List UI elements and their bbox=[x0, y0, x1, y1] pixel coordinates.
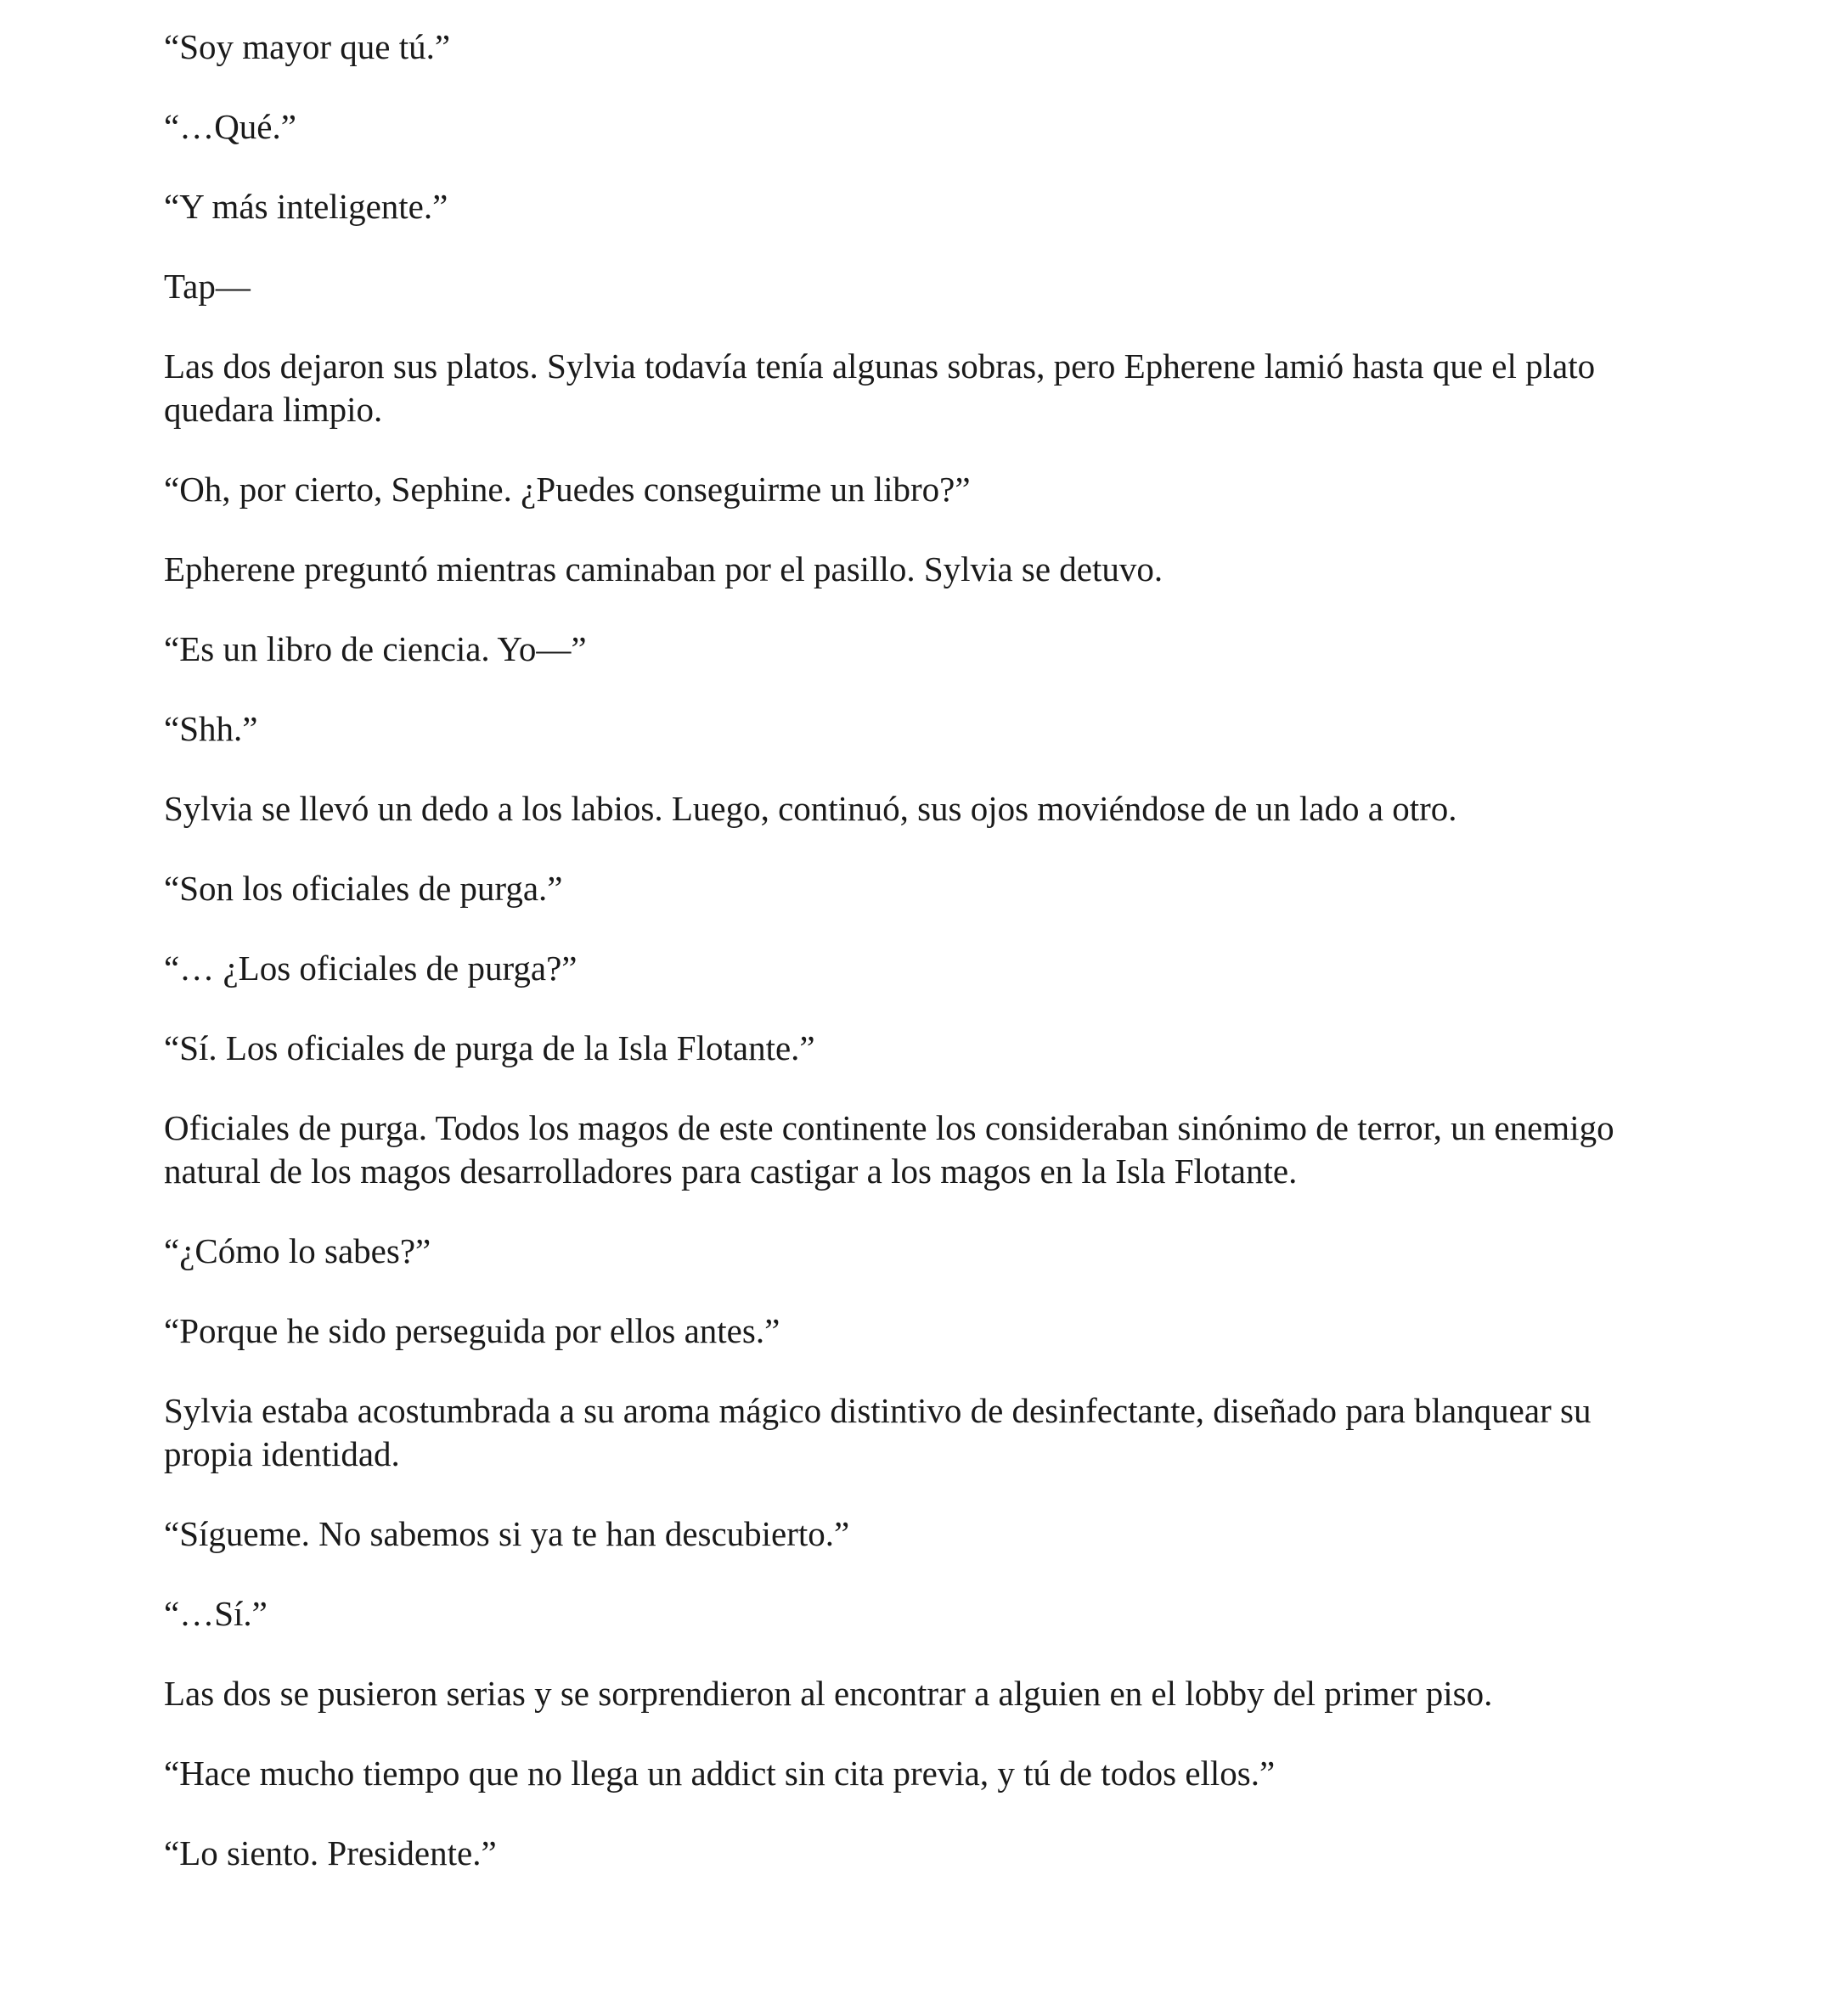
paragraph: “…Qué.” bbox=[164, 107, 296, 146]
paragraph: “Son los oficiales de purga.” bbox=[164, 869, 563, 908]
paragraph: “Hace mucho tiempo que no llega un addict sin cita previa, y tú de todos ellos.” bbox=[164, 1754, 1276, 1793]
paragraph: “¿Cómo lo sabes?” bbox=[164, 1231, 431, 1270]
paragraph: Las dos se pusieron serias y se sorprendieron al encontrar a alguien en el lobby del primer piso. bbox=[164, 1674, 1493, 1713]
paragraph: “…Sí.” bbox=[164, 1594, 268, 1633]
paragraph: “… ¿Los oficiales de purga?” bbox=[164, 949, 578, 988]
paragraph: Las dos dejaron sus platos. Sylvia todavía tenía algunas sobras, pero Epherene lamió hasta que el plato quedara limpio. bbox=[164, 346, 1596, 429]
paragraph: “Lo siento. Presidente.” bbox=[164, 1833, 497, 1872]
paragraph: “Sígueme. No sabemos si ya te han descubierto.” bbox=[164, 1514, 850, 1553]
paragraph: Epherene preguntó mientras caminaban por el pasillo. Sylvia se detuvo. bbox=[164, 549, 1163, 588]
paragraph: Tap— bbox=[164, 267, 251, 306]
paragraph: “Y más inteligente.” bbox=[164, 187, 448, 226]
paragraph: “Shh.” bbox=[164, 709, 258, 748]
paragraph: Sylvia estaba acostumbrada a su aroma mágico distintivo de desinfectante, diseñado para blanquear su propia identidad. bbox=[164, 1391, 1592, 1473]
paragraph: “Soy mayor que tú.” bbox=[164, 27, 451, 66]
paragraph: “Porque he sido perseguida por ellos antes.” bbox=[164, 1311, 780, 1350]
paragraph: “Sí. Los oficiales de purga de la Isla Flotante.” bbox=[164, 1028, 815, 1067]
paragraph: “Es un libro de ciencia. Yo—” bbox=[164, 629, 587, 668]
paragraph: “Oh, por cierto, Sephine. ¿Puedes conseguirme un libro?” bbox=[164, 470, 971, 509]
document-body bbox=[164, 25, 1684, 1875]
paragraph: Oficiales de purga. Todos los magos de este continente los consideraban sinónimo de terror, un enemigo natural de los magos desarrolladores para castigar a los magos en la Isla Flotante. bbox=[164, 1108, 1614, 1191]
paragraph: Sylvia se llevó un dedo a los labios. Luego, continuó, sus ojos moviéndose de un lado a otro. bbox=[164, 789, 1457, 828]
